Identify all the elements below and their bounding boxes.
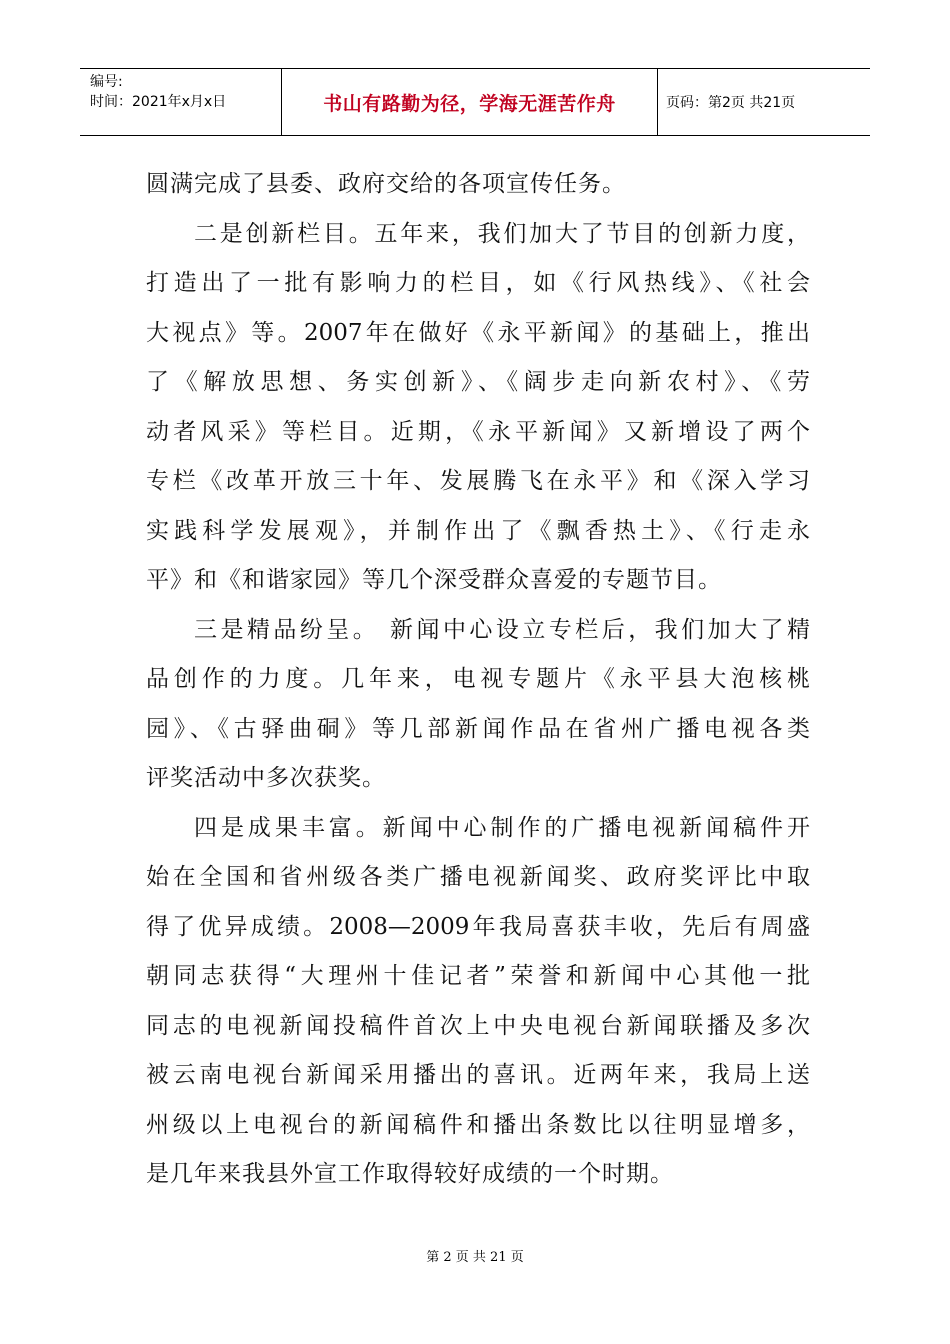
body-line: 大视点》等。2007年在做好《永平新闻》的基础上，推出 xyxy=(146,319,810,346)
body-line: 州级以上电视台的新闻稿件和播出条数比以往明显增多， xyxy=(146,1111,810,1138)
body-line: 了《解放思想、务实创新》、《阔步走向新农村》、《劳 xyxy=(146,369,810,395)
body-line: 评奖活动中多次获奖。 xyxy=(146,765,386,791)
body-line: 得了优异成绩。2008—2009年我局喜获丰收，先后有周盛 xyxy=(146,913,810,940)
header-page-label: 页码：第2页 共21页 xyxy=(666,95,796,111)
header-info-cell xyxy=(80,69,282,135)
body-line: 三是精品纷呈。 新闻中心设立专栏后，我们加大了精 xyxy=(194,616,810,643)
header-motto-cell xyxy=(282,69,658,135)
body-line: 品创作的力度。几年来，电视专题片《永平县大泡核桃 xyxy=(146,666,810,692)
page-footer: 第 2 页 共 21 页 xyxy=(426,1250,524,1265)
body-line: 专栏《改革开放三十年、发展腾飞在永平》和《深入学习 xyxy=(146,468,810,494)
body-line: 打造出了一批有影响力的栏目，如《行风热线》、《社会 xyxy=(146,270,810,296)
body-line: 同志的电视新闻投稿件首次上中央电视台新闻联播及多次 xyxy=(146,1012,810,1039)
body-line: 动者风采》等栏目。近期，《永平新闻》又新增设了两个 xyxy=(146,418,810,445)
body-line: 四是成果丰富。新闻中心制作的广播电视新闻稿件开 xyxy=(194,814,810,841)
header-page-cell xyxy=(658,69,870,135)
body-line: 被云南电视台新闻采用播出的喜讯。近两年来，我局上送 xyxy=(146,1062,810,1088)
body-line: 朝同志获得“大理州十佳记者”荣誉和新闻中心其他一批 xyxy=(146,963,810,989)
body-line: 始在全国和省州级各类广播电视新闻奖、政府奖评比中取 xyxy=(146,864,810,890)
body-line: 是几年来我县外宣工作取得较好成绩的一个时期。 xyxy=(146,1161,674,1187)
page-header xyxy=(80,68,870,136)
body-line: 实践科学发展观》，并制作出了《飘香热土》、《行走永 xyxy=(146,517,810,544)
document-body xyxy=(146,160,810,1200)
header-motto: 书山有路勤为径，学海无涯苦作舟 xyxy=(323,92,616,115)
document-number-label: 编号: xyxy=(90,74,123,90)
body-line: 圆满完成了县委、政府交给的各项宣传任务。 xyxy=(146,171,626,197)
document-time-label: 时间：2021年x月x日 xyxy=(90,94,227,110)
body-line: 园》、《古驿曲硐》等几部新闻作品在省州广播电视各类 xyxy=(146,715,810,742)
body-line: 平》和《和谐家园》等几个深受群众喜爱的专题节目。 xyxy=(146,567,722,593)
body-line: 二是创新栏目。五年来，我们加大了节目的创新力度， xyxy=(194,220,810,247)
